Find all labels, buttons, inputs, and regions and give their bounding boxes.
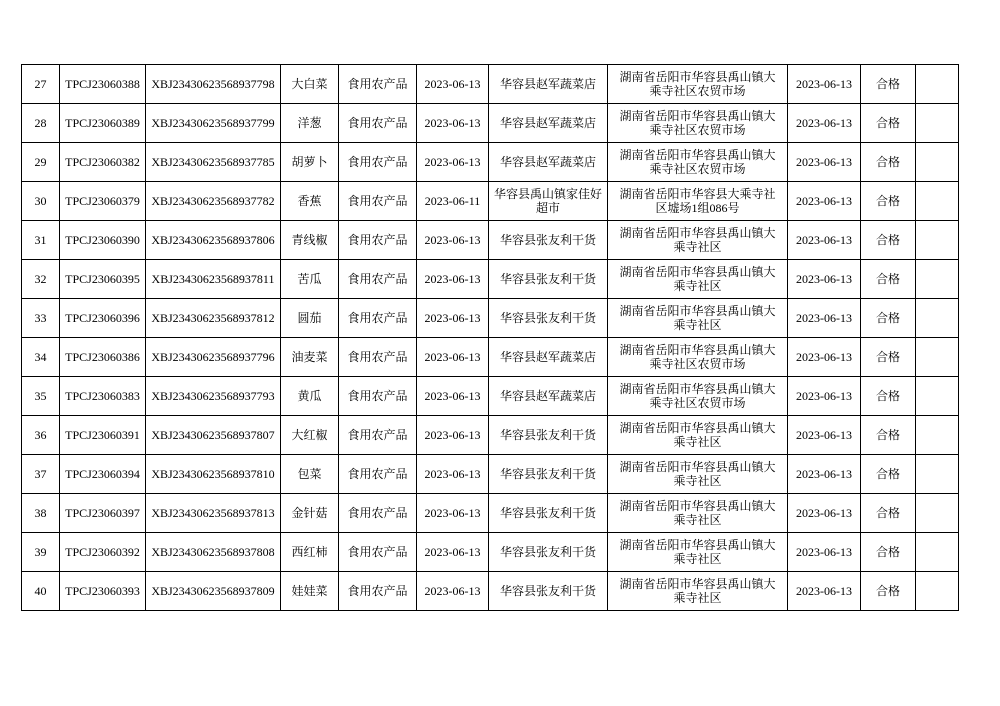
result-cell: 合格 <box>861 65 916 104</box>
production-date-cell: 2023-06-13 <box>417 455 489 494</box>
product-name-cell: 青线椒 <box>281 221 339 260</box>
row-number-cell: 35 <box>22 377 60 416</box>
report-number-cell: XBJ23430623568937813 <box>146 494 281 533</box>
remarks-cell <box>916 455 959 494</box>
report-number-cell: XBJ23430623568937796 <box>146 338 281 377</box>
sample-number-cell: TPCJ23060389 <box>60 104 146 143</box>
result-cell: 合格 <box>861 260 916 299</box>
table-row <box>22 377 959 416</box>
remarks-cell <box>916 494 959 533</box>
row-number-cell: 32 <box>22 260 60 299</box>
address-cell: 湖南省岳阳市华容县禹山镇大乘寺社区 <box>608 533 788 572</box>
category-cell: 食用农产品 <box>339 221 417 260</box>
product-name-cell: 大白菜 <box>281 65 339 104</box>
product-name-cell: 胡萝卜 <box>281 143 339 182</box>
sampling-date-cell: 2023-06-13 <box>788 182 861 221</box>
report-number-cell: XBJ23430623568937793 <box>146 377 281 416</box>
result-cell: 合格 <box>861 221 916 260</box>
seller-cell: 华容县张友利干货 <box>489 533 608 572</box>
category-cell: 食用农产品 <box>339 455 417 494</box>
seller-cell: 华容县张友利干货 <box>489 455 608 494</box>
sampling-date-cell: 2023-06-13 <box>788 494 861 533</box>
category-cell: 食用农产品 <box>339 182 417 221</box>
address-cell: 湖南省岳阳市华容县禹山镇大乘寺社区 <box>608 416 788 455</box>
sample-number-cell: TPCJ23060394 <box>60 455 146 494</box>
product-name-cell: 西红柿 <box>281 533 339 572</box>
table-body <box>22 65 959 611</box>
row-number-cell: 31 <box>22 221 60 260</box>
sampling-date-cell: 2023-06-13 <box>788 221 861 260</box>
address-cell: 湖南省岳阳市华容县禹山镇大乘寺社区农贸市场 <box>608 377 788 416</box>
production-date-cell: 2023-06-13 <box>417 65 489 104</box>
table-row <box>22 533 959 572</box>
seller-cell: 华容县张友利干货 <box>489 299 608 338</box>
production-date-cell: 2023-06-13 <box>417 299 489 338</box>
production-date-cell: 2023-06-13 <box>417 533 489 572</box>
report-number-cell: XBJ23430623568937799 <box>146 104 281 143</box>
inspection-results-table <box>21 64 959 611</box>
address-cell: 湖南省岳阳市华容县禹山镇大乘寺社区 <box>608 455 788 494</box>
production-date-cell: 2023-06-13 <box>417 104 489 143</box>
production-date-cell: 2023-06-13 <box>417 572 489 611</box>
category-cell: 食用农产品 <box>339 572 417 611</box>
remarks-cell <box>916 260 959 299</box>
remarks-cell <box>916 104 959 143</box>
row-number-cell: 38 <box>22 494 60 533</box>
sampling-date-cell: 2023-06-13 <box>788 377 861 416</box>
sampling-date-cell: 2023-06-13 <box>788 416 861 455</box>
row-number-cell: 30 <box>22 182 60 221</box>
production-date-cell: 2023-06-13 <box>417 416 489 455</box>
report-number-cell: XBJ23430623568937785 <box>146 143 281 182</box>
product-name-cell: 大红椒 <box>281 416 339 455</box>
sample-number-cell: TPCJ23060390 <box>60 221 146 260</box>
sampling-date-cell: 2023-06-13 <box>788 65 861 104</box>
table-row <box>22 104 959 143</box>
product-name-cell: 包菜 <box>281 455 339 494</box>
sampling-date-cell: 2023-06-13 <box>788 299 861 338</box>
result-cell: 合格 <box>861 143 916 182</box>
category-cell: 食用农产品 <box>339 143 417 182</box>
row-number-cell: 36 <box>22 416 60 455</box>
category-cell: 食用农产品 <box>339 65 417 104</box>
category-cell: 食用农产品 <box>339 299 417 338</box>
product-name-cell: 娃娃菜 <box>281 572 339 611</box>
product-name-cell: 洋葱 <box>281 104 339 143</box>
sampling-date-cell: 2023-06-13 <box>788 455 861 494</box>
report-number-cell: XBJ23430623568937809 <box>146 572 281 611</box>
table-row <box>22 260 959 299</box>
sampling-date-cell: 2023-06-13 <box>788 260 861 299</box>
category-cell: 食用农产品 <box>339 416 417 455</box>
sample-number-cell: TPCJ23060388 <box>60 65 146 104</box>
result-cell: 合格 <box>861 338 916 377</box>
remarks-cell <box>916 416 959 455</box>
report-number-cell: XBJ23430623568937812 <box>146 299 281 338</box>
sample-number-cell: TPCJ23060395 <box>60 260 146 299</box>
sample-number-cell: TPCJ23060397 <box>60 494 146 533</box>
sampling-date-cell: 2023-06-13 <box>788 533 861 572</box>
category-cell: 食用农产品 <box>339 533 417 572</box>
result-cell: 合格 <box>861 455 916 494</box>
seller-cell: 华容县张友利干货 <box>489 221 608 260</box>
result-cell: 合格 <box>861 299 916 338</box>
result-cell: 合格 <box>861 494 916 533</box>
sample-number-cell: TPCJ23060383 <box>60 377 146 416</box>
product-name-cell: 圆茄 <box>281 299 339 338</box>
address-cell: 湖南省岳阳市华容县禹山镇大乘寺社区 <box>608 299 788 338</box>
seller-cell: 华容县张友利干货 <box>489 416 608 455</box>
table-row <box>22 572 959 611</box>
product-name-cell: 金针菇 <box>281 494 339 533</box>
sample-number-cell: TPCJ23060396 <box>60 299 146 338</box>
report-number-cell: XBJ23430623568937798 <box>146 65 281 104</box>
seller-cell: 华容县赵军蔬菜店 <box>489 377 608 416</box>
table-row <box>22 416 959 455</box>
category-cell: 食用农产品 <box>339 260 417 299</box>
remarks-cell <box>916 221 959 260</box>
report-number-cell: XBJ23430623568937808 <box>146 533 281 572</box>
remarks-cell <box>916 299 959 338</box>
seller-cell: 华容县禹山镇家佳好超市 <box>489 182 608 221</box>
category-cell: 食用农产品 <box>339 104 417 143</box>
product-name-cell: 香蕉 <box>281 182 339 221</box>
address-cell: 湖南省岳阳市华容县禹山镇大乘寺社区 <box>608 221 788 260</box>
production-date-cell: 2023-06-13 <box>417 338 489 377</box>
result-cell: 合格 <box>861 182 916 221</box>
production-date-cell: 2023-06-13 <box>417 377 489 416</box>
sample-number-cell: TPCJ23060379 <box>60 182 146 221</box>
product-name-cell: 黄瓜 <box>281 377 339 416</box>
sampling-date-cell: 2023-06-13 <box>788 572 861 611</box>
results-table <box>21 64 959 611</box>
sample-number-cell: TPCJ23060392 <box>60 533 146 572</box>
sample-number-cell: TPCJ23060391 <box>60 416 146 455</box>
remarks-cell <box>916 182 959 221</box>
row-number-cell: 40 <box>22 572 60 611</box>
remarks-cell <box>916 533 959 572</box>
seller-cell: 华容县赵军蔬菜店 <box>489 338 608 377</box>
table-row <box>22 182 959 221</box>
seller-cell: 华容县张友利干货 <box>489 572 608 611</box>
address-cell: 湖南省岳阳市华容县禹山镇大乘寺社区 <box>608 494 788 533</box>
address-cell: 湖南省岳阳市华容县禹山镇大乘寺社区农贸市场 <box>608 104 788 143</box>
remarks-cell <box>916 377 959 416</box>
product-name-cell: 苦瓜 <box>281 260 339 299</box>
row-number-cell: 39 <box>22 533 60 572</box>
row-number-cell: 37 <box>22 455 60 494</box>
result-cell: 合格 <box>861 416 916 455</box>
seller-cell: 华容县张友利干货 <box>489 260 608 299</box>
remarks-cell <box>916 338 959 377</box>
seller-cell: 华容县赵军蔬菜店 <box>489 104 608 143</box>
table-row <box>22 455 959 494</box>
address-cell: 湖南省岳阳市华容县禹山镇大乘寺社区农贸市场 <box>608 65 788 104</box>
seller-cell: 华容县张友利干货 <box>489 494 608 533</box>
category-cell: 食用农产品 <box>339 338 417 377</box>
table-row <box>22 65 959 104</box>
result-cell: 合格 <box>861 572 916 611</box>
report-number-cell: XBJ23430623568937806 <box>146 221 281 260</box>
row-number-cell: 29 <box>22 143 60 182</box>
seller-cell: 华容县赵军蔬菜店 <box>489 65 608 104</box>
category-cell: 食用农产品 <box>339 377 417 416</box>
table-row <box>22 221 959 260</box>
row-number-cell: 34 <box>22 338 60 377</box>
table-row <box>22 299 959 338</box>
sample-number-cell: TPCJ23060382 <box>60 143 146 182</box>
row-number-cell: 28 <box>22 104 60 143</box>
table-row <box>22 494 959 533</box>
production-date-cell: 2023-06-13 <box>417 221 489 260</box>
report-number-cell: XBJ23430623568937811 <box>146 260 281 299</box>
remarks-cell <box>916 143 959 182</box>
address-cell: 湖南省岳阳市华容县禹山镇大乘寺社区农贸市场 <box>608 143 788 182</box>
address-cell: 湖南省岳阳市华容县大乘寺社区墟场1组086号 <box>608 182 788 221</box>
production-date-cell: 2023-06-13 <box>417 260 489 299</box>
production-date-cell: 2023-06-13 <box>417 143 489 182</box>
production-date-cell: 2023-06-13 <box>417 494 489 533</box>
remarks-cell <box>916 572 959 611</box>
address-cell: 湖南省岳阳市华容县禹山镇大乘寺社区 <box>608 572 788 611</box>
row-number-cell: 27 <box>22 65 60 104</box>
table-row <box>22 143 959 182</box>
sampling-date-cell: 2023-06-13 <box>788 143 861 182</box>
production-date-cell: 2023-06-11 <box>417 182 489 221</box>
seller-cell: 华容县赵军蔬菜店 <box>489 143 608 182</box>
product-name-cell: 油麦菜 <box>281 338 339 377</box>
report-number-cell: XBJ23430623568937807 <box>146 416 281 455</box>
address-cell: 湖南省岳阳市华容县禹山镇大乘寺社区 <box>608 260 788 299</box>
result-cell: 合格 <box>861 104 916 143</box>
result-cell: 合格 <box>861 377 916 416</box>
sampling-date-cell: 2023-06-13 <box>788 338 861 377</box>
row-number-cell: 33 <box>22 299 60 338</box>
table-row <box>22 338 959 377</box>
sampling-date-cell: 2023-06-13 <box>788 104 861 143</box>
report-number-cell: XBJ23430623568937782 <box>146 182 281 221</box>
sample-number-cell: TPCJ23060393 <box>60 572 146 611</box>
report-number-cell: XBJ23430623568937810 <box>146 455 281 494</box>
result-cell: 合格 <box>861 533 916 572</box>
category-cell: 食用农产品 <box>339 494 417 533</box>
address-cell: 湖南省岳阳市华容县禹山镇大乘寺社区农贸市场 <box>608 338 788 377</box>
sample-number-cell: TPCJ23060386 <box>60 338 146 377</box>
remarks-cell <box>916 65 959 104</box>
